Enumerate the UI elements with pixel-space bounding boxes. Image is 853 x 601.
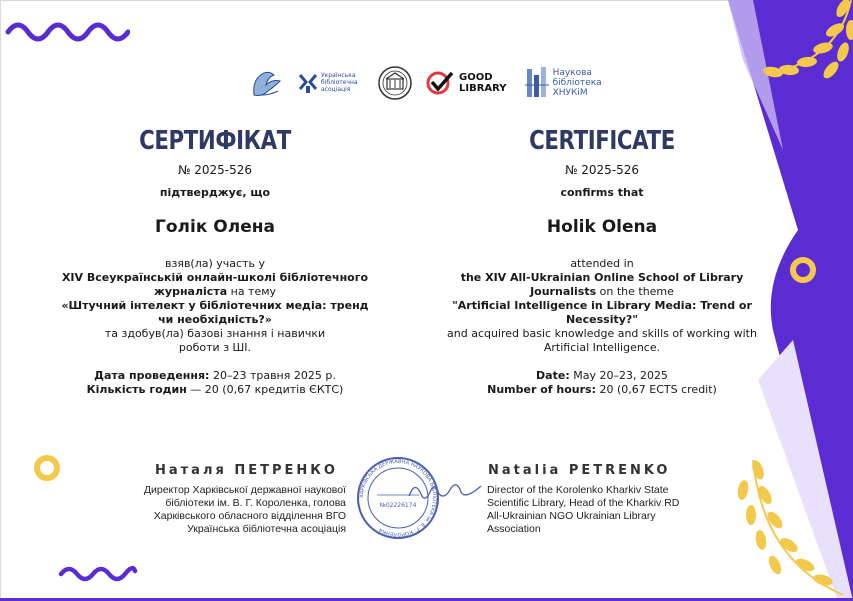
meta-ua — [50, 369, 380, 397]
hours-value-ua: — 20 (0,67 кредитів ЄКТС) — [186, 383, 344, 396]
meta-en — [437, 369, 767, 397]
yellow-ring-left — [32, 453, 62, 483]
library-seal-icon — [377, 65, 413, 101]
squiggle-top-left — [5, 14, 130, 44]
date-value-en: May 20–23, 2025 — [569, 369, 668, 382]
confirms-text-ua: підтверджує, що — [159, 186, 271, 199]
good-library-logo — [425, 70, 507, 96]
on-theme-en: on the theme — [596, 285, 674, 298]
acquired-ua: та здобув(ла) базові знання і навички роботи з ШІ. — [104, 327, 326, 354]
certificate-en-column — [437, 126, 767, 397]
school-name-ua: XIV Всеукраїнській онлайн-школі бібліотечного журналіста — [61, 271, 369, 298]
hours-label-ua: Кількість годин — [86, 383, 187, 396]
dove-logo-icon — [248, 65, 286, 101]
school-line-ua — [50, 271, 380, 299]
recipient-name-ua: Голік Олена — [155, 217, 275, 237]
good-library-text — [459, 72, 507, 94]
partner-logos — [248, 60, 602, 105]
good-library-line2: LIBRARY — [459, 82, 507, 94]
date-label-ua: Дата проведення: — [94, 369, 210, 382]
naukova-library-text — [553, 68, 602, 98]
hours-label-en: Number of hours: — [487, 383, 596, 396]
acquired-en: and acquired basic knowledge and skills of working with Artificial Intelligence. — [447, 327, 757, 354]
stamp-code: №02226174 — [379, 502, 417, 509]
date-value-ua: 20–23 травня 2025 р. — [209, 369, 336, 382]
naukova-line1: Наукова — [552, 67, 592, 78]
recipient-name-en: Holik Olena — [546, 217, 658, 237]
uba-logo — [298, 72, 365, 94]
uba-logo-text: Українська бібліотечна асоціація — [321, 72, 358, 93]
school-line-en — [437, 271, 767, 299]
good-library-check-icon — [425, 70, 455, 96]
naukova-line2: бібліотека — [552, 77, 602, 88]
certificate-ua-column — [50, 126, 380, 397]
certificate-number-en: № 2025-526 — [564, 163, 640, 177]
hours-value-en: 20 (0,67 ECTS credit) — [596, 383, 717, 396]
good-library-line1: GOOD — [459, 71, 493, 83]
certificate-title-ua: СЕРТИФІКАТ — [139, 126, 291, 156]
certificate-title-en: CERTIFICATE — [529, 126, 675, 156]
naukova-library-logo — [525, 65, 602, 101]
confirms-text-en: confirms that — [560, 186, 644, 199]
school-name-en: the XIV All-Ukrainian Online School of Library Journalists — [460, 271, 744, 298]
signatory-role-ua: Директор Харківської державної наукової бібліотеки ім. В. Г. Короленка, голова Харківського обласного відділення ВГО Українська бібліотечна асоціація — [143, 484, 346, 535]
squiggle-bottom-left — [58, 561, 138, 587]
naukova-library-icon — [525, 65, 549, 101]
took-part-ua: взяв(ла) участь у — [165, 257, 265, 270]
description-en — [437, 257, 767, 355]
signatory-role-en: Director of the Korolenko Kharkiv State Scientific Library, Head of the Kharkiv RD All-Ukrainian NGO Ukrainian Library Association — [487, 484, 680, 535]
signatory-name-ua: Наталя ПЕТРЕНКО — [155, 463, 338, 478]
on-theme-ua: на тему — [227, 285, 277, 298]
theme-en: "Artificial Intelligence in Library Media: Trend or Necessity?" — [452, 299, 752, 326]
signatory-name-en: Natalia PETRENKO — [488, 463, 671, 478]
date-label-en: Date: — [536, 369, 570, 382]
stamp-ring-text: ХАРКІВСЬКА ДЕРЖАВНА НАУКОВА БІБЛІОТЕКА ім. В. Г. КОРОЛЕНКА — [358, 458, 438, 538]
attended-en: attended in — [570, 257, 634, 270]
certificate-number-ua: № 2025-526 — [177, 163, 253, 177]
handwritten-signature — [405, 470, 485, 510]
description-ua — [50, 257, 380, 355]
naukova-line3: ХНУКіМ — [552, 87, 588, 98]
theme-ua: «Штучний інтелект у бібліотечних медіа: тренд чи необхідність?» — [61, 299, 369, 326]
uba-emblem-icon — [298, 72, 318, 94]
